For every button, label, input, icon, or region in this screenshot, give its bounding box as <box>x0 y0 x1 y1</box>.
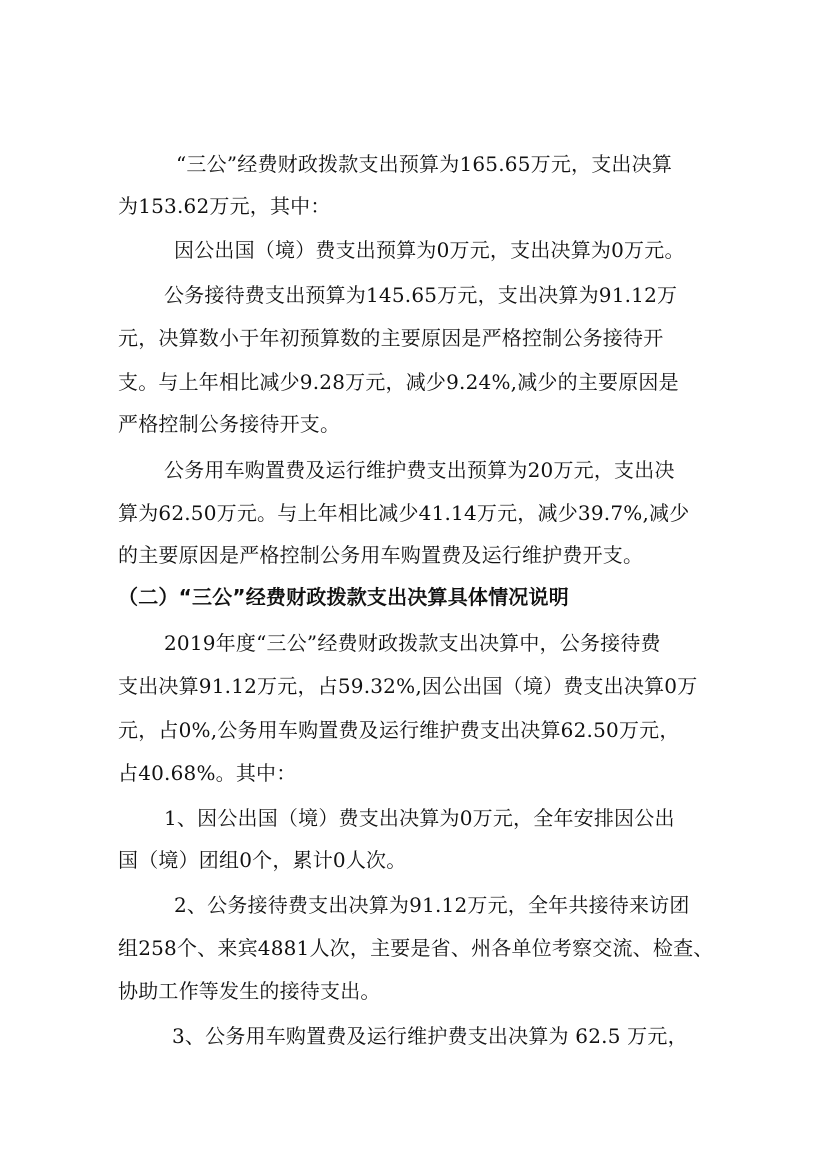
paragraph-line: 元，决算数小于年初预算数的主要原因是严格控制公务接待开 <box>118 326 664 350</box>
paragraph-line: “三公”经费财政拨款支出预算为165.65万元，支出决算 <box>176 152 673 176</box>
paragraph-line: 为153.62万元，其中： <box>118 194 331 218</box>
paragraph-line: 1、因公出国（境）费支出决算为0万元，全年安排因公出 <box>164 806 675 830</box>
paragraph-line: 2019年度“三公”经费财政拨款支出决算中，公务接待费 <box>164 631 661 655</box>
paragraph-line: 国（境）团组0个，累计0人次。 <box>118 848 407 872</box>
paragraph-line: 严格控制公务接待开支。 <box>118 412 341 436</box>
paragraph-line: 2、公务接待费支出决算为91.12万元，全年共接待来访团 <box>174 893 690 917</box>
paragraph-line: 公务用车购置费及运行维护费支出预算为20万元，支出决 <box>164 458 675 482</box>
paragraph-line: 因公出国（境）费支出预算为0万元，支出决算为0万元。 <box>174 238 685 262</box>
paragraph-line: 组258个、来宾4881人次，主要是省、州各单位考察交流、检查、 <box>118 936 714 960</box>
paragraph-line: 公务接待费支出预算为145.65万元，支出决算为91.12万 <box>164 283 678 307</box>
section-heading: （二）“三公”经费财政拨款支出决算具体情况说明 <box>118 585 569 609</box>
paragraph-line: 元，占0%,公务用车购置费及运行维护费支出决算62.50万元， <box>118 718 680 742</box>
paragraph-line: 算为62.50万元。与上年相比减少41.14万元，减少39.7%,减少 <box>118 501 690 525</box>
paragraph-line: 支。与上年相比减少9.28万元，减少9.24%,减少的主要原因是 <box>118 370 679 394</box>
paragraph-line: 支出决算91.12万元，占59.32%,因公出国（境）费支出决算0万 <box>118 674 698 698</box>
paragraph-line: 占40.68%。其中： <box>118 761 297 785</box>
paragraph-line: 3、公务用车购置费及运行维护费支出决算为 62.5 万元， <box>172 1024 688 1048</box>
paragraph-line: 的主要原因是严格控制公务用车购置费及运行维护费开支。 <box>118 543 644 567</box>
paragraph-line: 协助工作等发生的接待支出。 <box>118 979 381 1003</box>
